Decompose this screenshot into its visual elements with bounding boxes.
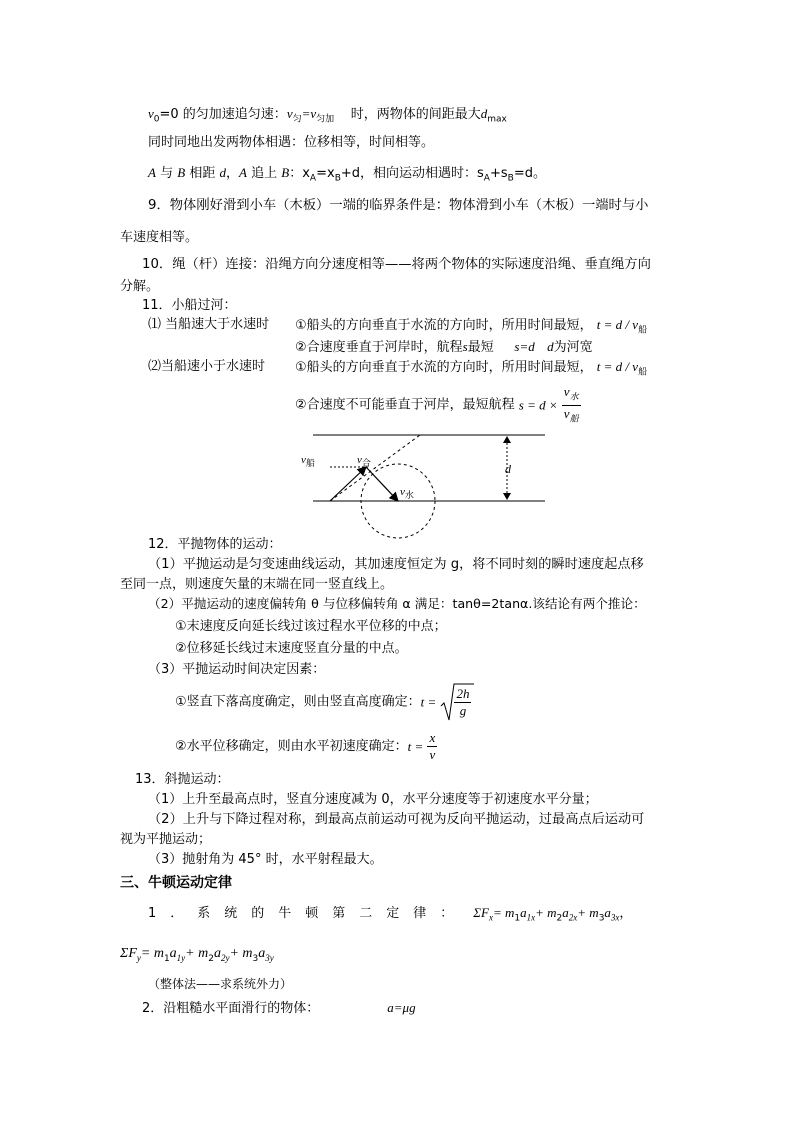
line-20 xyxy=(175,682,471,722)
text: =x xyxy=(316,166,335,181)
text: v xyxy=(148,106,154,121)
text: 1y xyxy=(176,952,186,963)
text: + m xyxy=(229,946,253,961)
text: 2x xyxy=(568,912,578,923)
line-23: （1）上升至最高点时，竖直分速度减为 0，水平分速度等于初速度水平分量； xyxy=(148,792,598,807)
text: 匀加 xyxy=(316,114,335,125)
line-21 xyxy=(175,730,437,763)
line-8: 11．小船过河： xyxy=(142,298,237,313)
text: a xyxy=(169,946,177,961)
text: A xyxy=(148,165,156,180)
text: 3x xyxy=(610,912,620,923)
text: + m xyxy=(577,905,599,920)
text: ①船头的方向垂直于水流的方向时，所用时间最短， xyxy=(295,360,593,375)
line-30 xyxy=(142,1001,416,1015)
text: 0 xyxy=(153,114,160,125)
text: 匀 xyxy=(292,114,302,125)
fraction xyxy=(427,730,437,763)
text: 2．沿粗糙水平面滑行的物体： xyxy=(142,1001,320,1016)
text: ①船头的方向垂直于水流的方向时，所用时间最短， xyxy=(295,318,593,333)
text: 船 xyxy=(569,413,579,424)
text: =v xyxy=(301,106,317,121)
text: s = d × xyxy=(518,397,558,413)
text: =0 的匀加速追匀速： xyxy=(159,107,287,122)
text: 水 xyxy=(569,391,579,402)
text: v xyxy=(286,106,293,121)
text: t = d / v xyxy=(596,359,639,374)
text: 相距 xyxy=(189,166,216,181)
text: 1．系统的牛顿第二定律： xyxy=(148,906,468,921)
text: 3 xyxy=(598,913,605,924)
line-22: 13．斜抛运动： xyxy=(135,772,230,787)
river-crossing-diagram xyxy=(295,425,555,550)
text: 时，两物体的间距最大 xyxy=(350,107,481,122)
text: v xyxy=(357,454,362,466)
text: 船 xyxy=(638,325,648,336)
text: 3y xyxy=(265,952,274,963)
line-5: 车速度相等。 xyxy=(120,230,199,245)
text: ， xyxy=(619,906,633,921)
text: ：x xyxy=(289,166,310,181)
text: a xyxy=(520,905,527,920)
text: 水 xyxy=(404,491,414,502)
text: B xyxy=(177,165,186,180)
line-11b xyxy=(295,360,647,378)
text: t = xyxy=(420,694,437,710)
diagram-label-v-boat xyxy=(301,454,315,469)
text: A xyxy=(309,173,317,184)
text: d xyxy=(219,165,226,180)
line-1 xyxy=(148,107,507,125)
text: = m xyxy=(492,905,515,920)
text: t = d / v xyxy=(596,317,639,332)
text: 与 xyxy=(160,166,174,181)
line-28 xyxy=(120,946,274,964)
text: 1 xyxy=(163,953,170,964)
text: ΣF xyxy=(120,946,137,961)
line-19: （3）平抛运动时间决定因素： xyxy=(148,662,326,677)
text: 1 xyxy=(514,913,521,924)
line-15: 至同一点，则速度矢量的末端在同一竖直线上。 xyxy=(120,577,394,592)
text: 2 xyxy=(208,953,214,964)
line-9a: ⑴ 当船速大于水速时 xyxy=(148,317,270,332)
text: a xyxy=(213,946,221,961)
text: 1x xyxy=(526,912,536,923)
text: s xyxy=(462,339,468,354)
text: v xyxy=(563,405,570,421)
fraction xyxy=(454,686,471,719)
text: +d，相向运动相遇时：s xyxy=(340,166,484,181)
text: ①竖直下落高度确定，则由竖直高度确定： xyxy=(175,694,421,710)
line-6: 10．绳（杆）连接：沿绳方向分速度相等——将两个物体的实际速度沿绳、垂直绳方向 xyxy=(142,257,651,272)
line-9b xyxy=(295,318,647,336)
line-13: 12．平抛物体的运动： xyxy=(148,537,282,552)
text: ②合速度不可能垂直于河岸，最短航程 xyxy=(295,397,515,413)
text: y xyxy=(136,952,141,963)
text: max xyxy=(487,114,507,125)
line-12 xyxy=(295,384,581,426)
text: 最短 xyxy=(467,340,494,355)
text: B xyxy=(334,173,341,184)
text: v xyxy=(429,747,436,762)
text: ， xyxy=(226,166,240,181)
line-24: （2）上升与下降过程对称，到最高点前运动可视为反向平抛运动，过最高点后运动可 xyxy=(148,812,645,827)
text: ②合速度垂直于河岸时，航程 xyxy=(295,340,463,355)
text: A xyxy=(483,173,490,184)
text: B xyxy=(281,165,290,180)
diagram-label-v-water xyxy=(400,486,414,501)
text: ②水平位移确定，则由水平初速度确定： xyxy=(175,739,408,754)
text: v xyxy=(301,454,306,466)
line-3 xyxy=(148,166,546,184)
text: 追上 xyxy=(251,166,278,181)
text: =d。 xyxy=(513,166,546,181)
line-18: ②位移延长线过末速度竖直分量的中点。 xyxy=(175,641,408,656)
text: a xyxy=(258,946,266,961)
text: v xyxy=(400,486,405,498)
line-2: 同时同地出发两物体相遇：位移相等，时间相等。 xyxy=(148,135,435,150)
line-26: （3）抛射角为 45° 时，水平射程最大。 xyxy=(148,852,383,867)
text: ΣF xyxy=(473,905,489,920)
text: a xyxy=(562,905,569,920)
text: + m xyxy=(535,905,557,920)
text: B xyxy=(507,173,514,184)
line-17: ①末速度反向延长线过该过程水平位移的中点； xyxy=(175,619,447,634)
text: a xyxy=(604,905,611,920)
line-4: 9．物体刚好滑到小车（木板）一端的临界条件是：物体滑到小车（木板）一端时与小 xyxy=(148,198,649,213)
line-25: 视为平抛运动； xyxy=(120,832,212,847)
text: 2 xyxy=(556,913,563,924)
text: 合 xyxy=(361,459,371,470)
text: 2y xyxy=(220,952,230,963)
d-arrow-bottom xyxy=(503,493,511,500)
d-arrow-top xyxy=(503,436,511,443)
fraction xyxy=(562,384,581,426)
text: 为河宽 xyxy=(553,340,593,355)
text: x xyxy=(488,912,493,923)
text: a=μg xyxy=(387,1000,416,1015)
text: v xyxy=(563,384,570,399)
text: + m xyxy=(185,946,209,961)
text: +s xyxy=(489,166,508,181)
v-water-arrow xyxy=(366,467,398,501)
line-29: （整体法——求系统外力） xyxy=(148,977,293,991)
section-heading: 三、牛顿运动定律 xyxy=(120,875,232,891)
line-16: （2）平抛运动的速度偏转角 θ 与位移偏转角 α 满足：tanθ=2tanα.该结论有两个推论： xyxy=(148,596,646,611)
text: x xyxy=(429,730,436,745)
line-10 xyxy=(295,340,593,354)
text: s=d xyxy=(514,339,535,354)
line-7: 分解。 xyxy=(120,279,160,294)
line-27 xyxy=(148,906,632,924)
text: t = xyxy=(407,739,424,754)
text: 3 xyxy=(252,953,259,964)
text: 船 xyxy=(638,367,648,378)
line-14: （1）平抛运动是匀变速曲线运动，其加速度恒定为 g，将不同时刻的瞬时速度起点移 xyxy=(148,557,644,572)
text: A xyxy=(239,165,247,180)
text: g xyxy=(459,702,467,718)
text: = m xyxy=(140,946,164,961)
text: d xyxy=(547,339,554,354)
v-boat-arrow xyxy=(330,467,366,501)
text: 2h xyxy=(456,685,470,701)
line-11a: ⑵当船速小于水速时 xyxy=(148,359,266,374)
text: 船 xyxy=(305,459,315,470)
diagram-label-d: d xyxy=(505,462,511,476)
diagram-label-v-he xyxy=(357,454,371,469)
text: d xyxy=(480,106,488,121)
